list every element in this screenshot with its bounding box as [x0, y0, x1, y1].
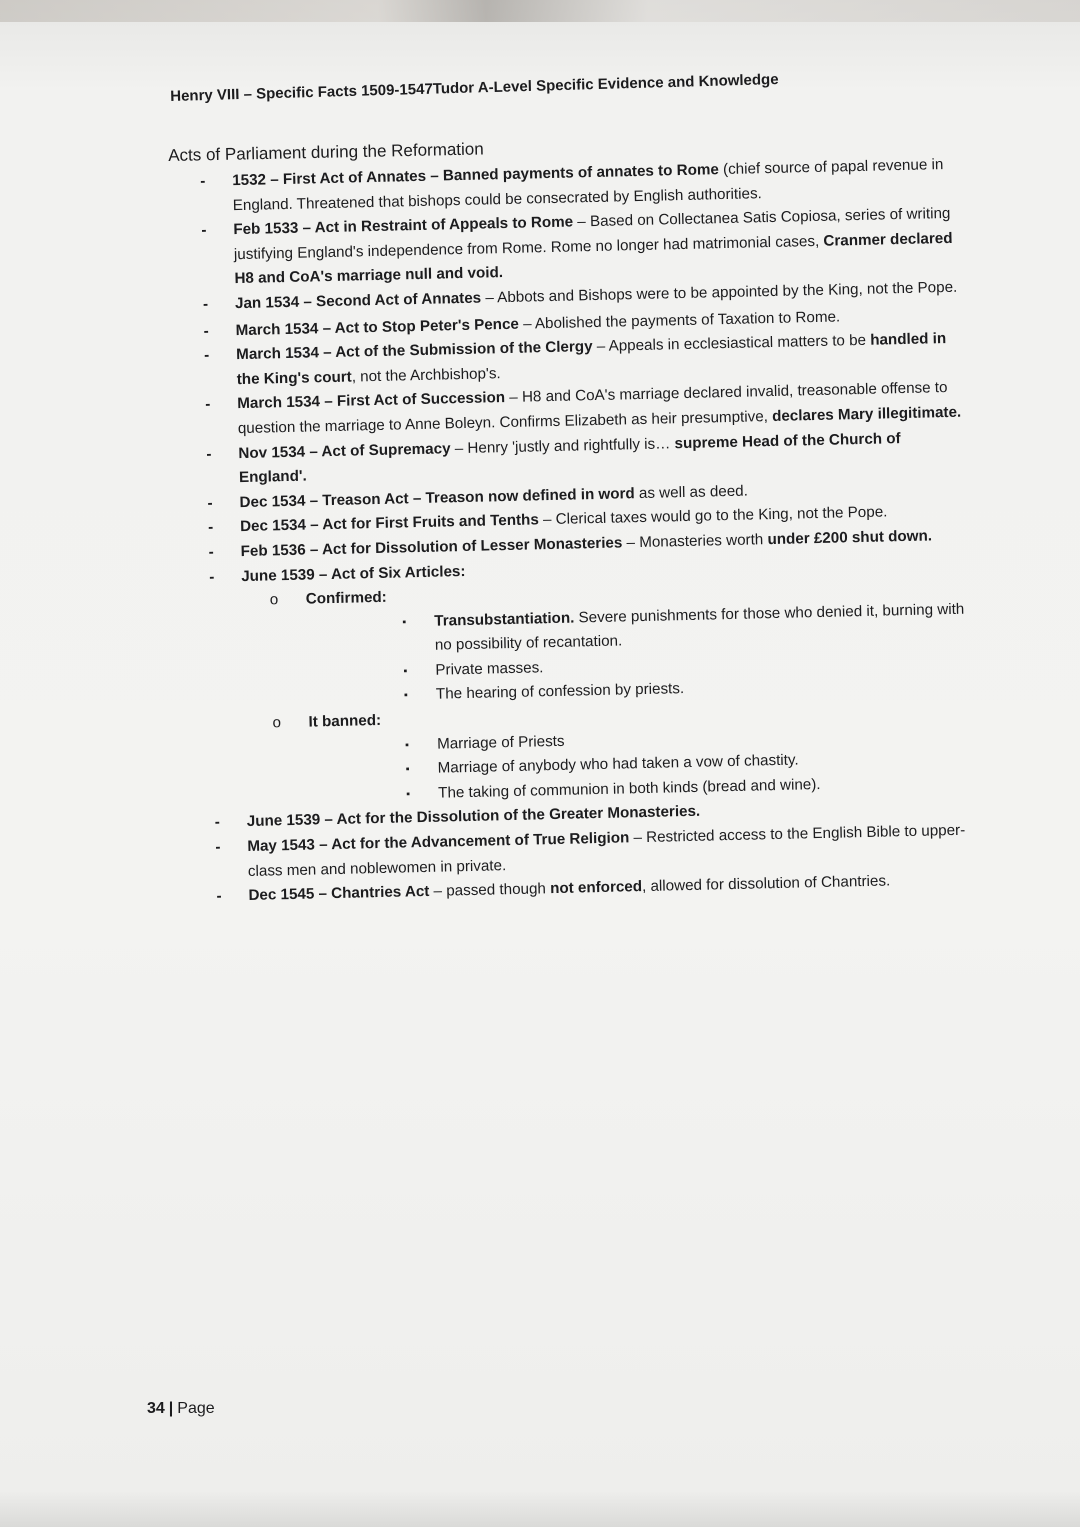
item-text: Marriage of Priests: [436, 732, 565, 753]
act-text: – Abbots and Bishops were to be appointed by the King, not the Pope.: [480, 278, 958, 307]
item-text: Severe punishments for those who denied it, burning with no possibility of recantation.: [434, 600, 965, 654]
item-text: The taking of communion in both kinds (bread and wine).: [438, 775, 821, 802]
act-label: 1532 – First Act of Annates – Banned payments of annates to Rome: [232, 161, 720, 190]
act-text: – Clerical taxes would go to the King, not the Pope.: [538, 503, 888, 529]
item-text: Marriage of anybody who had taken a vow of chastity.: [437, 751, 799, 777]
list-item: [205, 548, 980, 811]
act-label: Jan 1534 – Second Act of Annates: [234, 289, 482, 313]
act-label: Dec 1534 – Act for First Fruits and Tenths: [239, 511, 539, 536]
page-bottom-edge: [0, 1490, 1080, 1527]
act-text: – Based on Collectanea Satis Copiosa, series of writing justifying England's independence from Rome. Rome no longer had matrimonial cases,: [233, 205, 951, 263]
confirmed-list: [306, 597, 978, 711]
act-label: March 1534 – Act to Stop Peter's Pence: [235, 315, 520, 339]
act-label: March 1534 – Act of the Submission of the Clergy: [236, 338, 593, 364]
act-text: – Appeals in ecclesiastical matters to be: [592, 331, 871, 356]
act-label: May 1543 – Act for the Advancement of True Religion: [247, 829, 630, 856]
section-title: Acts of Parliament during the Reformation: [168, 139, 484, 165]
confirmed-label: Confirmed:: [305, 588, 387, 608]
act-text: (chief source of papal revenue in England. Threatened that bishops could be consecrated by English authorities.: [232, 156, 944, 214]
page-number: 34: [147, 1400, 165, 1417]
act-text: – Restricted access to the English Bible to upper-class men and noblewomen in private.: [247, 821, 966, 880]
act-label: Feb 1536 – Act for Dissolution of Lesser Monasteries: [240, 534, 623, 560]
act-label-2: handled in the King's court: [236, 330, 947, 388]
act-label-2: under £200 shut down.: [767, 527, 933, 549]
act-label: June 1539 – Act of Six Articles:: [241, 562, 466, 585]
act-text: – Monasteries worth: [622, 531, 768, 552]
act-label-2: supreme Head of the Church of England'.: [238, 429, 901, 487]
page-header: Henry VIII – Specific Facts 1509-1547Tudor A-Level Specific Evidence and Knowledge: [170, 71, 779, 105]
act-label: Nov 1534 – Act of Supremacy: [238, 439, 451, 462]
page-top-edge: [0, 0, 1080, 22]
content-body: [196, 153, 983, 910]
act-text-2: , allowed for dissolution of Chantries.: [641, 872, 891, 896]
confirmed-item: [242, 573, 979, 713]
act-text-2: , not the Archbishop's.: [351, 364, 501, 386]
banned-label: It banned:: [308, 712, 382, 731]
item-text: The hearing of confession by priests.: [435, 680, 685, 704]
act-text: as well as deed.: [634, 482, 749, 502]
act-text: – Henry 'justly and rightfully is…: [450, 434, 675, 457]
act-text: – passed though: [429, 880, 551, 901]
act-text: – Abolished the payments of Taxation to Rome.: [518, 307, 841, 333]
banned-item: [244, 695, 980, 810]
page-label: Page: [177, 1400, 215, 1417]
footer-separator: |: [168, 1400, 174, 1417]
act-label: March 1534 – First Act of Succession: [237, 389, 506, 413]
act-text: – H8 and CoA's marriage declared invalid, treasonable offense to question the marriage to Anne Boleyn. Confirms Elizabeth as heir presumptive,: [237, 379, 948, 438]
act-label: Dec 1534 – Treason Act – Treason now defined in word: [239, 484, 635, 511]
act-label-2: declares Mary illegitimate.: [771, 403, 962, 425]
act-label-2: not enforced: [549, 878, 643, 898]
act-label-2: Cranmer declared H8 and CoA's marriage null and void.: [234, 229, 953, 288]
page-footer: [147, 1400, 215, 1418]
six-articles-list: [242, 573, 981, 811]
acts-list: [196, 153, 983, 910]
act-label: June 1539 – Act for the Dissolution of the Greater Monasteries.: [246, 803, 701, 831]
act-label: Feb 1533 – Act in Restraint of Appeals to Rome: [233, 213, 574, 239]
act-label: Dec 1545 – Chantries Act: [248, 883, 430, 905]
item-text: Private masses.: [435, 659, 544, 679]
item-label: Transubstantiation.: [434, 609, 575, 630]
